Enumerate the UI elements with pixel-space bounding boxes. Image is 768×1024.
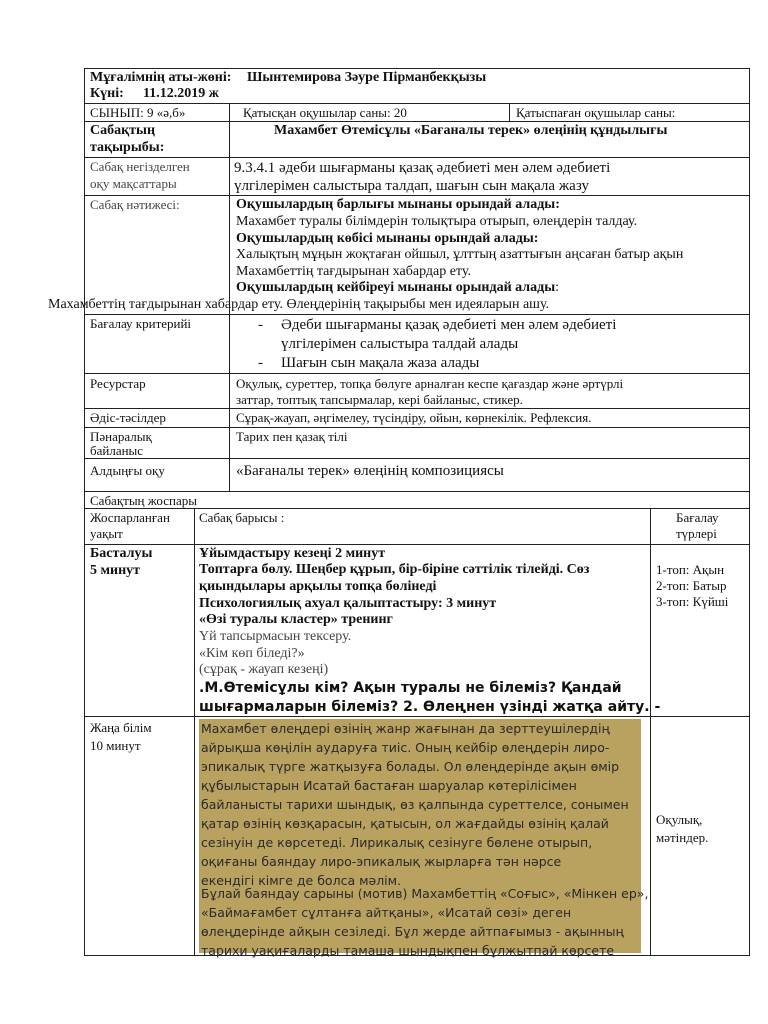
criteria-dash-2: - (258, 355, 263, 371)
paragraph-line: оқиғаны баяндау лиро-эпикалық жырларға тән нәрсе (201, 854, 562, 869)
criteria-dash-1: - (258, 317, 263, 333)
topic-label-2: тақырыбы: (90, 140, 165, 155)
prior-value: «Бағаналы терек» өлеңінің композициясы (236, 463, 504, 479)
paragraph-line: сезінуін де көрсетеді. Лирикалық сезінуге бөлене отырып, (201, 835, 593, 850)
cross-label: Пәнаралық (90, 429, 152, 444)
col-assess-header-2: түрлері (676, 526, 717, 541)
teacher-name: Шынтемирова Зәуре Пірманбекқызы (247, 70, 487, 85)
question-line-1: .М.Өтемісұлы кім? Ақын туралы не білеміз? Қандай (199, 680, 622, 696)
col-assess-header: Бағалау (676, 510, 719, 525)
start-time-2: 5 минут (90, 563, 141, 578)
topic-label: Сабақтың (90, 123, 156, 138)
objective-line-2: үлгілерімен салыстыра талдап, шағын сын мақала жазу (234, 178, 589, 194)
class-label: СЫНЫП: 9 «ә,б» (90, 105, 186, 120)
resources-line-1: Оқулық, суреттер, топқа бөлуге арналған кеспе қағаздар және әртүрлі (236, 376, 624, 391)
group-1: 1-топ: Ақын (656, 562, 725, 577)
outcome-some-heading-text: Оқушылардың кейбіреуі мынаны орындай алады (236, 280, 556, 295)
group-3: 3-топ: Күйші (656, 594, 729, 609)
col-time-header: Жоспарланған (90, 510, 170, 525)
criteria-item-1a: Әдеби шығарманы қазақ әдебиеті мен әлем әдебиеті (281, 317, 617, 333)
cross-label-2: байланыс (90, 443, 144, 458)
paragraph-line: Махамбет өлеңдері өзінің жанр жағынан да зерттеушілердің (201, 721, 610, 736)
outcome-some-colon: : (555, 280, 560, 295)
outcome-some-heading (236, 280, 559, 297)
criteria-item-1b: үлгілерімен салыстыра талдай алады (281, 336, 519, 352)
paragraph-line: құбылыстарын Исатай бастаған шаруалар көтерілісімен (201, 778, 577, 793)
start-time: Басталуы (90, 546, 153, 561)
paragraph-line: Бұлай баяндау сарыны (мотив) Махамбеттің «Соғыс», «Мінкен ер», (201, 886, 649, 901)
outcome-all-heading: Оқушылардың барлығы мынаны орындай алады: (236, 197, 560, 212)
paragraph-line: тарихи уақиғаларды тамаша шындықпен бұлжытпай көрсете (201, 943, 615, 958)
date-value: 11.12.2019 ж (143, 86, 219, 101)
present-count: Қатысқан оқушылар саны: 20 (243, 105, 407, 120)
cross-value: Тарих пен қазақ тілі (236, 429, 348, 444)
col-process-header: Сабақ барысы : (199, 510, 285, 525)
org-stage: Ұйымдастыру кезеңі 2 минут (199, 546, 386, 561)
new-time-2: 10 минут (90, 738, 141, 753)
plan-title: Сабақтың жоспары (90, 493, 197, 508)
outcome-some-text: Махамбеттің тағдырынан хабардар ету. Өлеңдерінің тақырыбы мен идеяларын ашу. (48, 297, 550, 312)
paragraph-2 (201, 884, 648, 960)
group-2: 2-топ: Батыр (656, 578, 727, 593)
methods-value: Сұрақ-жауап, әңгімелеу, түсіндіру, ойын, көрнекілік. Рефлексия. (236, 410, 592, 425)
criteria-item-2: Шағын сын мақала жаза алады (281, 355, 480, 371)
outcome-most-text-1: Халықтың мұңын жоқтаған ойшыл, ұлттың азаттығын аңсаған батыр ақын (236, 247, 684, 262)
objective-label: Сабақ негізделген (90, 159, 190, 174)
outcome-label: Сабақ нәтижесі: (90, 197, 180, 212)
new-time: Жаңа білім (90, 720, 152, 735)
training: «Өзі туралы кластер» тренинг (199, 612, 393, 627)
absent-count: Қатыспаған оқушылар саны: (516, 105, 676, 120)
paragraph-line: қатар өзінің көзқарасын, қатысын, ол жағдайды өзінің қалай (201, 816, 609, 831)
paragraph-line: екендігі кімге де болса мәлім. (201, 873, 402, 888)
groups-line-1: Топтарға бөлу. Шеңбер құрып, бір-біріне сәттілік тілейді. Сөз (199, 562, 590, 577)
resources-label: Ресурстар (90, 376, 146, 391)
methods-label: Әдіс-тәсілдер (90, 410, 166, 425)
paragraph-line: өлеңдерінде айқын сезіледі. Бұл жерде айтпағымыз - ақынның (201, 924, 624, 939)
resources-line-2: заттар, топтық тапсырмалар, кері байланыс, стикер. (236, 392, 523, 407)
prior-label: Алдыңғы оқу (90, 463, 165, 478)
topic-value: Махамбет Өтемісұлы «Бағаналы терек» өлеңінің құндылығы (274, 123, 668, 138)
date-label: Күні: (90, 86, 124, 101)
paragraph-1 (201, 719, 629, 890)
who-knows: «Кім көп біледі?» (199, 646, 305, 661)
paragraph-line: «Баймағамбет сұлтанға айтқаны», «Исатай сөзі» деген (201, 905, 572, 920)
outcome-most-text-2: Махамбеттің тағдырынан хабардар ету. (236, 264, 471, 279)
outcome-most-heading: Оқушылардың көбісі мынаны орындай алады: (236, 231, 539, 246)
assess-resources-2: мәтіндер. (656, 830, 709, 845)
teacher-label: Мұғалімнің аты-жөні: (90, 70, 232, 85)
objective-label-2: оқу мақсаттары (90, 176, 177, 191)
criteria-label: Бағалау критерийі (90, 316, 192, 331)
qa-stage: (сұрақ - жауап кезеңі) (199, 662, 329, 677)
psy-stage: Психологиялық ахуал қалыптастыру: 3 минут (199, 596, 497, 611)
col-time-header-2: уақыт (90, 526, 123, 541)
paragraph-line: байланысты тарихи шындық, өз қалпында суреттелсе, сонымен (201, 797, 629, 812)
question-line-2: шығармаларын білеміз? 2. Өлеңнен үзінді жатқа айту. - (199, 699, 661, 715)
paragraph-line: эпикалық түрге жатқызуға болады. Ол өлеңдерінде ақын өмір (201, 759, 620, 774)
assess-resources: Оқулық, (656, 812, 703, 827)
homework-check: Үй тапсырмасын тексеру. (199, 629, 352, 644)
paragraph-line: айрықша көңілін аударуға тиіс. Оның кейбір өлеңдерін лиро- (201, 740, 610, 755)
outcome-all-text: Махамбет туралы білімдерін толықтыра отырып, өлеңдерін талдау. (236, 214, 638, 229)
objective-line-1: 9.3.4.1 әдеби шығарманы қазақ әдебиеті мен әлем әдебиеті (234, 160, 611, 176)
groups-line-2: қиындылары арқылы топқа бөлінеді (199, 579, 437, 594)
